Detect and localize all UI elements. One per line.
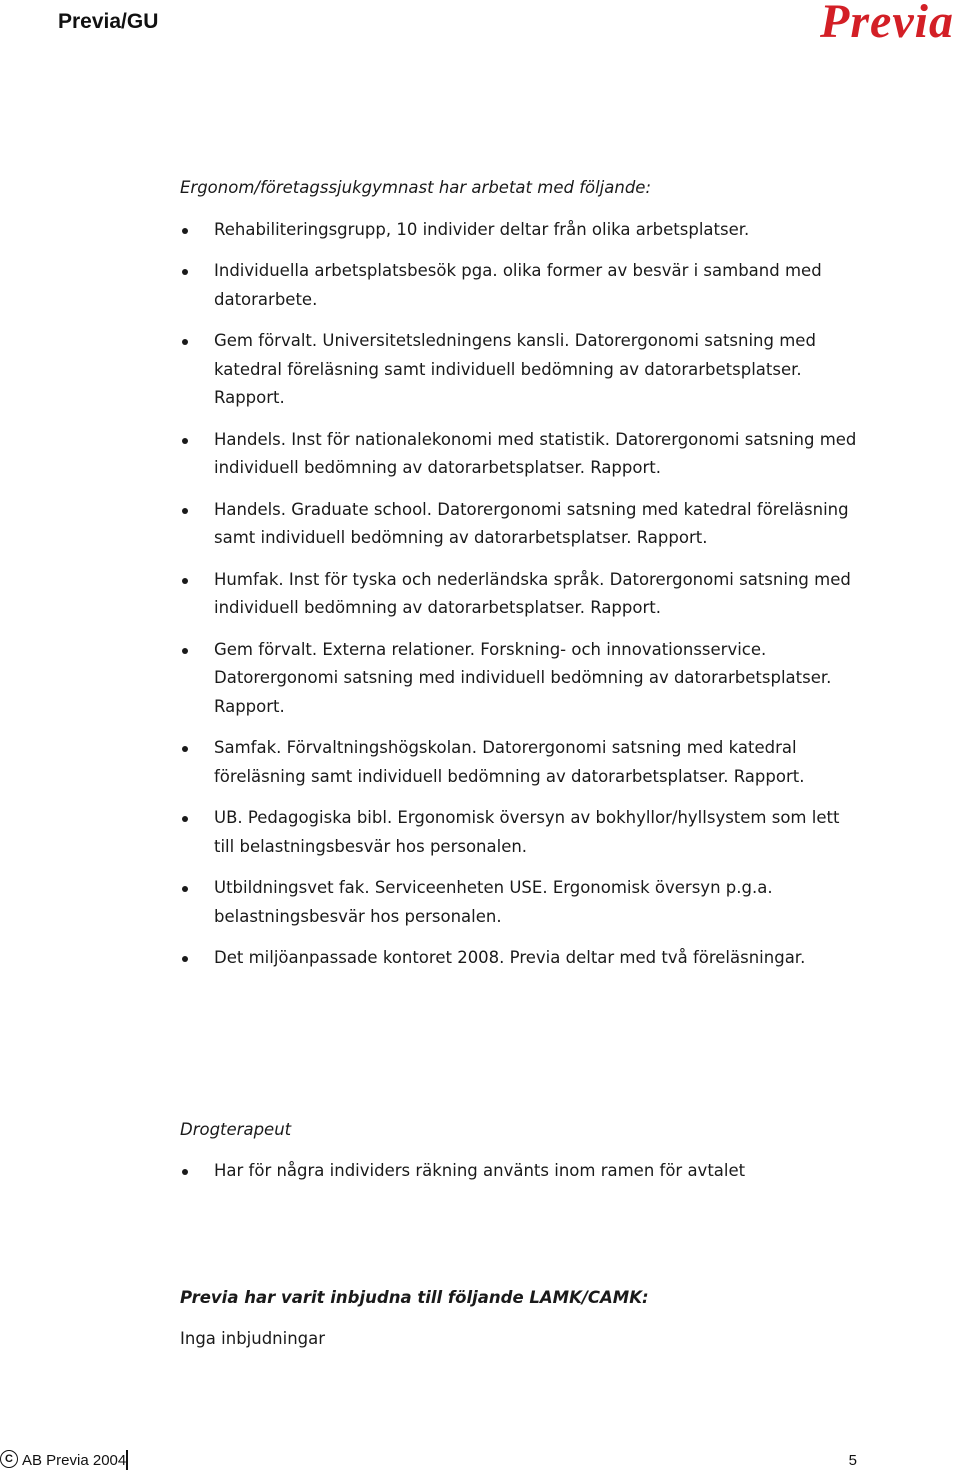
previa-logo: Previa <box>820 0 954 48</box>
list-item-text: Rehabiliteringsgrupp, 10 individer deltar från olika arbetsplatser. <box>214 219 750 239</box>
list-item <box>180 496 860 553</box>
bullet-icon <box>182 746 188 752</box>
list-item-text: Handels. Graduate school. Datorergonomi satsning med katedral föreläsning samt individuell bedömning av datorarbetsplatser. Rapport. <box>214 499 849 547</box>
bullet-icon <box>182 228 188 234</box>
bullet-icon <box>182 438 188 444</box>
section-lamk-heading: Previa har varit inbjudna till följande LAMK/CAMK: <box>180 1287 649 1307</box>
document-body <box>180 174 860 1354</box>
list-item <box>180 636 860 722</box>
list-item-text: Humfak. Inst för tyska och nederländska språk. Datorergonomi satsning med individuell bedömning av datorarbetsplatser. Rapport. <box>214 569 851 617</box>
list-item-text: Handels. Inst för nationalekonomi med statistik. Datorergonomi satsning med individuell bedömning av datorarbetsplatser. Rapport. <box>214 429 857 477</box>
bullet-icon <box>182 648 188 654</box>
section-ergonom-heading: Ergonom/företagssjukgymnast har arbetat med följande: <box>180 178 652 197</box>
list-item-text: UB. Pedagogiska bibl. Ergonomisk översyn av bokhyllor/hyllsystem som lett till belastningsbesvär hos personalen. <box>214 808 840 856</box>
bullet-icon <box>182 578 188 584</box>
footer-owner: AB Previa 2004 <box>22 1452 127 1469</box>
section-ergonom <box>180 174 860 973</box>
bullet-icon <box>182 816 188 822</box>
list-item-text: Samfak. Förvaltningshögskolan. Datorergonomi satsning med katedral föreläsning samt individuell bedömning av datorarbetsplatser. Rapport. <box>214 738 805 786</box>
list-item <box>180 804 860 861</box>
list-item <box>180 327 860 413</box>
section-ergonom-list <box>180 216 860 973</box>
list-item <box>180 426 860 483</box>
list-item <box>180 874 860 931</box>
list-item <box>180 566 860 623</box>
copyright-icon: C <box>0 1450 18 1468</box>
list-item <box>180 1157 860 1186</box>
section-drogterapeut <box>180 1116 860 1186</box>
page-number: 5 <box>848 1452 857 1469</box>
list-item <box>180 257 860 314</box>
section-lamk-body: Inga inbjudningar <box>180 1329 326 1348</box>
list-item-text: Har för några individers räkning använts inom ramen för avtalet <box>214 1161 746 1180</box>
bullet-icon <box>182 269 188 275</box>
bullet-icon <box>182 886 188 892</box>
bullet-icon <box>182 1169 188 1175</box>
list-item-text: Individuella arbetsplatsbesök pga. olika former av besvär i samband med datorarbete. <box>214 261 822 309</box>
list-item <box>180 734 860 791</box>
section-drogterapeut-list <box>180 1157 860 1186</box>
list-item-text: Utbildningsvet fak. Serviceenheten USE. Ergonomisk översyn p.g.a. belastningsbesvär hos personalen. <box>214 878 773 926</box>
bullet-icon <box>182 508 188 514</box>
bullet-icon <box>182 339 188 345</box>
list-item-text: Gem förvalt. Universitetsledningens kansli. Datorergonomi satsning med katedral föreläsning samt individuell bedömning av datorarbetsplatser. Rapport. <box>214 331 816 407</box>
section-drogterapeut-heading: Drogterapeut <box>180 1119 292 1139</box>
list-item <box>180 216 860 245</box>
list-item <box>180 944 860 973</box>
bullet-icon <box>182 956 188 962</box>
header-title: Previa/GU <box>58 10 159 33</box>
list-item-text: Det miljöanpassade kontoret 2008. Previa deltar med två föreläsningar. <box>214 948 806 967</box>
list-item-text: Gem förvalt. Externa relationer. Forskning- och innovationsservice. Datorergonomi satsning med individuell bedömning av datorarbetsplatser. Rapport. <box>214 639 832 716</box>
section-lamk <box>180 1284 860 1354</box>
footer-divider <box>126 1450 128 1470</box>
